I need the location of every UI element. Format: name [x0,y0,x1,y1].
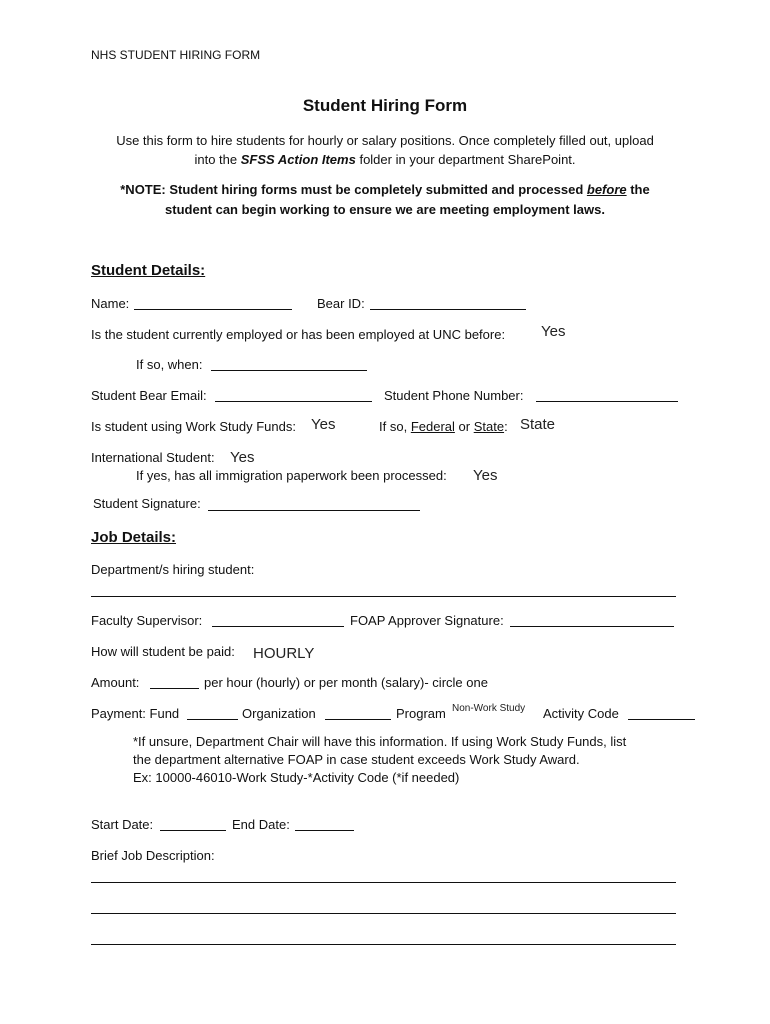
fund-field[interactable] [187,719,238,720]
hint-line-1: *If unsure, Department Chair will have this information. If using Work Study Funds, list [133,734,627,749]
funding-type-value[interactable]: State [520,416,556,433]
program-label: Program [396,706,446,721]
intro-line-2: into the SFSS Action Items folder in your department SharePoint. [194,152,576,167]
department-field[interactable] [91,596,676,597]
organization-field[interactable] [325,719,391,720]
international-label: International Student: [91,450,215,465]
description-line-2[interactable] [91,913,676,914]
note-line-1: *NOTE: Student hiring forms must be completely submitted and processed before the [120,182,650,197]
funding-type-label: If so, Federal or State: [379,419,508,434]
start-date-label: Start Date: [91,817,154,832]
hint-line-3: Ex: 10000-46010-Work Study-*Activity Code (*if needed) [133,770,460,785]
immigration-value[interactable]: Yes [473,467,498,484]
employed-label: Is the student currently employed or has been employed at UNC before: [91,327,506,342]
bear-id-label: Bear ID: [317,296,365,311]
student-details-heading: Student Details: [91,262,206,279]
if-so-when-label: If so, when: [136,357,203,372]
international-value[interactable]: Yes [230,449,255,466]
sfss-folder-name: SFSS Action Items [240,152,356,167]
program-value[interactable]: Non-Work Study [452,703,526,714]
faculty-supervisor-field[interactable] [212,626,344,627]
department-label: Department/s hiring student: [91,562,255,577]
page-title: Student Hiring Form [302,96,468,115]
paid-label: How will student be paid: [91,644,235,659]
amount-suffix: per hour (hourly) or per month (salary)- circle one [204,675,488,690]
email-field[interactable] [215,401,372,402]
signature-label: Student Signature: [93,496,201,511]
paid-value[interactable]: HOURLY [253,645,315,662]
intro-line-1: Use this form to hire students for hourly or salary positions. Once completely filled out, upload [116,133,654,148]
work-study-value[interactable]: Yes [311,416,336,433]
page-header: NHS STUDENT HIRING FORM [91,48,261,62]
start-date-field[interactable] [160,830,226,831]
description-line-3[interactable] [91,944,676,945]
phone-field[interactable] [536,401,678,402]
payment-fund-label: Payment: Fund [91,706,180,721]
activity-code-field[interactable] [628,719,695,720]
immigration-label: If yes, has all immigration paperwork been processed: [136,468,447,483]
work-study-label: Is student using Work Study Funds: [91,419,296,434]
amount-label: Amount: [91,675,140,690]
job-details-heading: Job Details: [91,529,177,546]
bear-id-field[interactable] [370,309,526,310]
faculty-supervisor-label: Faculty Supervisor: [91,613,203,628]
note-line-2: student can begin working to ensure we are meeting employment laws. [165,202,605,217]
organization-label: Organization [242,706,316,721]
phone-label: Student Phone Number: [384,388,524,403]
end-date-label: End Date: [232,817,290,832]
hint-line-2: the department alternative FOAP in case student exceeds Work Study Award. [133,752,580,767]
end-date-field[interactable] [295,830,354,831]
name-field[interactable] [134,309,292,310]
foap-signature-field[interactable] [510,626,674,627]
email-label: Student Bear Email: [91,388,207,403]
signature-field[interactable] [208,510,420,511]
activity-code-label: Activity Code [543,706,619,721]
if-so-when-field[interactable] [211,370,367,371]
name-label: Name: [91,296,130,311]
description-label: Brief Job Description: [91,848,215,863]
foap-label: FOAP Approver Signature: [350,613,504,628]
employed-value[interactable]: Yes [541,323,566,340]
amount-field[interactable] [150,688,199,689]
description-line-1[interactable] [91,882,676,883]
